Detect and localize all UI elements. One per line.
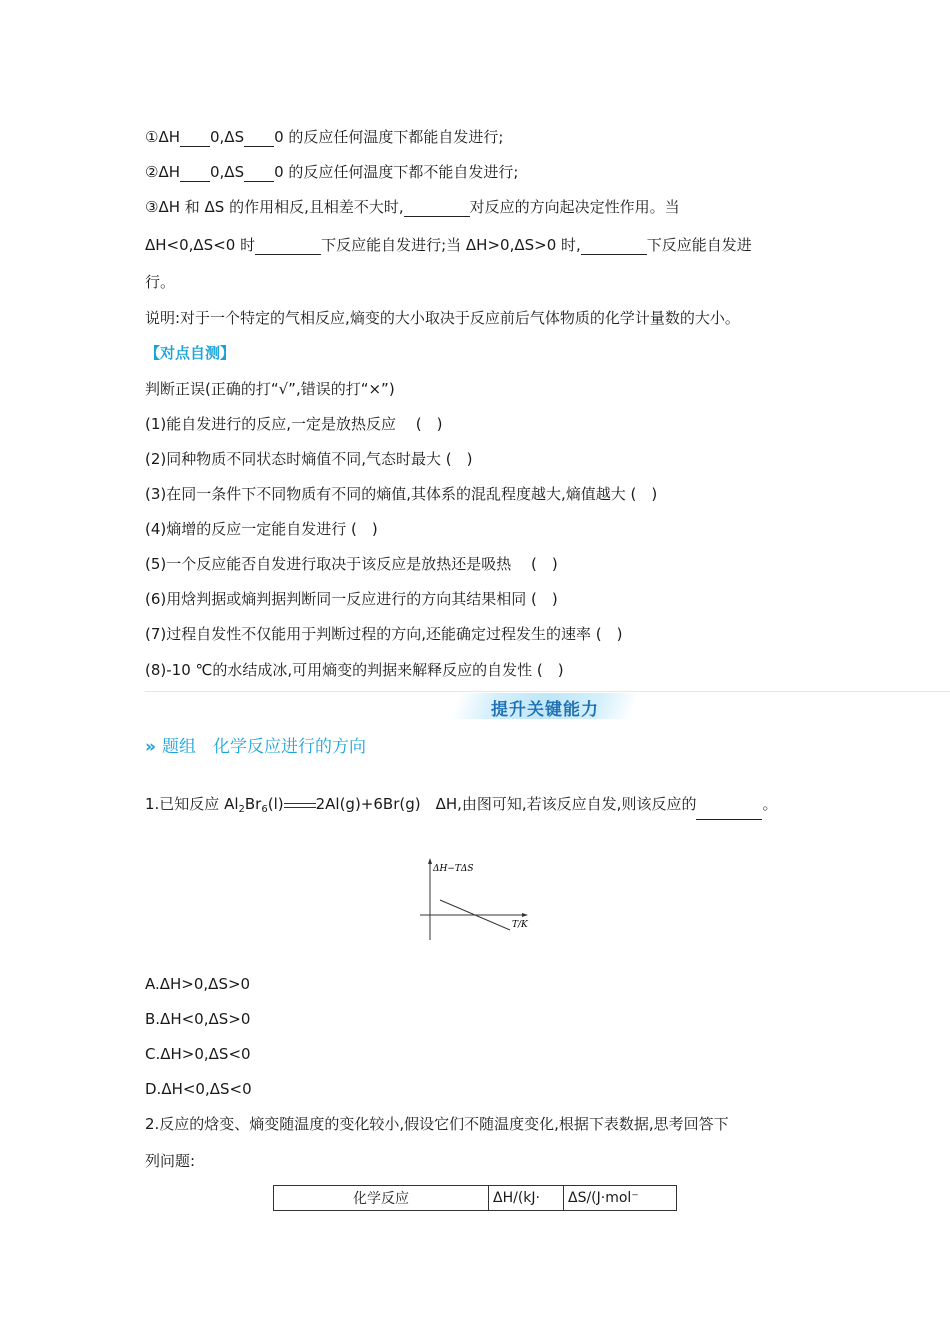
section-banner-title: 提升关键能力 [491, 700, 599, 720]
y-axis-arrow-icon [428, 858, 432, 864]
rule-2 [145, 162, 518, 182]
rule-2-text-c: 0 的反应任何温度下都不能自发进行; [274, 163, 519, 181]
self-test-item-2: (2)同种物质不同状态时熵值不同,气态时最大 ( ) [145, 450, 473, 468]
table-header-cell: ΔS/(J·mol⁻ [564, 1186, 677, 1211]
blank[interactable] [244, 130, 274, 147]
table-header-cell: 化学反应 [274, 1186, 489, 1211]
self-test-item-5: (5)一个反应能否自发进行取决于该反应是放热还是吸热 ( ) [145, 555, 558, 573]
self-test-item-8: (8)-10 ℃的水结成冰,可用熵变的判据来解释反应的自发性 ( ) [145, 661, 564, 679]
q1-sub-1: 2 [238, 804, 245, 815]
self-test-item-1: (1)能自发进行的反应,一定是放热反应 ( ) [145, 415, 443, 433]
q1-text-a: 1.已知反应 Al [145, 795, 239, 813]
table-header-row [274, 1186, 677, 1211]
table-header-cell: ΔH/(kJ· [489, 1186, 564, 1211]
q1-text-c: (l) [267, 795, 284, 813]
rule-3-text-b: 对反应的方向起决定性作用。当 [469, 198, 680, 216]
x-axis-arrow-icon [522, 913, 528, 917]
rule-2-text-b: 0,ΔS [210, 163, 245, 181]
option-d: D.ΔH<0,ΔS<0 [145, 1080, 252, 1098]
option-b: B.ΔH<0,ΔS>0 [145, 1010, 251, 1028]
data-table [273, 1185, 677, 1211]
blank[interactable] [180, 130, 210, 147]
section-title-text: 题组 化学反应进行的方向 [161, 737, 366, 757]
rule-1 [145, 127, 503, 147]
question-2-line-2: 列问题: [145, 1152, 196, 1170]
rule-1-text-b: 0,ΔS [210, 128, 245, 146]
q1-sub-2: 6 [261, 804, 268, 815]
self-test-item-3: (3)在同一条件下不同物质有不同的熵值,其体系的混乱程度越大,熵值越大 ( ) [145, 485, 658, 503]
y-axis-label: ΔH−TΔS [433, 864, 474, 874]
rule-1-text-c: 0 的反应任何温度下都能自发进行; [274, 128, 504, 146]
chevron-right-icon: » [145, 737, 156, 757]
section-title [145, 732, 366, 757]
rule-4 [145, 235, 752, 255]
question-1 [145, 794, 777, 820]
section-divider [145, 691, 950, 692]
rule-3 [145, 197, 680, 217]
rule-4-text-b: 下反应能自发进行;当 ΔH>0,ΔS>0 时, [321, 236, 581, 254]
rule-3-text-a: ③ΔH 和 ΔS 的作用相反,且相差不大时, [145, 198, 404, 216]
chart [418, 855, 538, 945]
self-test-item-4: (4)熵增的反应一定能自发进行 ( ) [145, 520, 378, 538]
q1-text-e: 。 [762, 795, 778, 813]
rule-5: 行。 [145, 273, 176, 291]
rule-4-text-a: ΔH<0,ΔS<0 时 [145, 236, 256, 254]
self-test-item-6: (6)用焓判据或熵判据判断同一反应进行的方向其结果相同 ( ) [145, 590, 558, 608]
blank[interactable] [404, 200, 470, 217]
equilibrium-arrow-icon [284, 798, 316, 812]
q1-text-d: 2Al(g)+6Br(g) ΔH,由图可知,若该反应自发,则该反应的 [315, 795, 697, 813]
blank[interactable] [180, 165, 210, 182]
x-axis-label: T/K [512, 920, 528, 930]
blank[interactable] [255, 238, 321, 255]
rule-2-text-a: ②ΔH [145, 163, 180, 181]
rule-1-text-a: ①ΔH [145, 128, 180, 146]
option-a: A.ΔH>0,ΔS>0 [145, 975, 251, 993]
blank[interactable] [581, 238, 647, 255]
self-test-heading: 【对点自测】 [145, 344, 236, 362]
question-2-line-1: 2.反应的焓变、熵变随温度的变化较小,假设它们不随温度变化,根据下表数据,思考回答下 [145, 1115, 729, 1133]
note: 说明:对于一个特定的气相反应,熵变的大小取决于反应前后气体物质的化学计量数的大小。 [145, 309, 740, 327]
blank[interactable] [244, 165, 274, 182]
self-test-item-7: (7)过程自发性不仅能用于判断过程的方向,还能确定过程发生的速率 ( ) [145, 625, 623, 643]
q1-text-b: Br [244, 795, 262, 813]
rule-4-text-c: 下反应能自发进 [646, 236, 752, 254]
blank[interactable] [696, 803, 762, 820]
option-c: C.ΔH>0,ΔS<0 [145, 1045, 251, 1063]
self-test-instruction: 判断正误(正确的打“√”,错误的打“×”) [145, 380, 395, 398]
